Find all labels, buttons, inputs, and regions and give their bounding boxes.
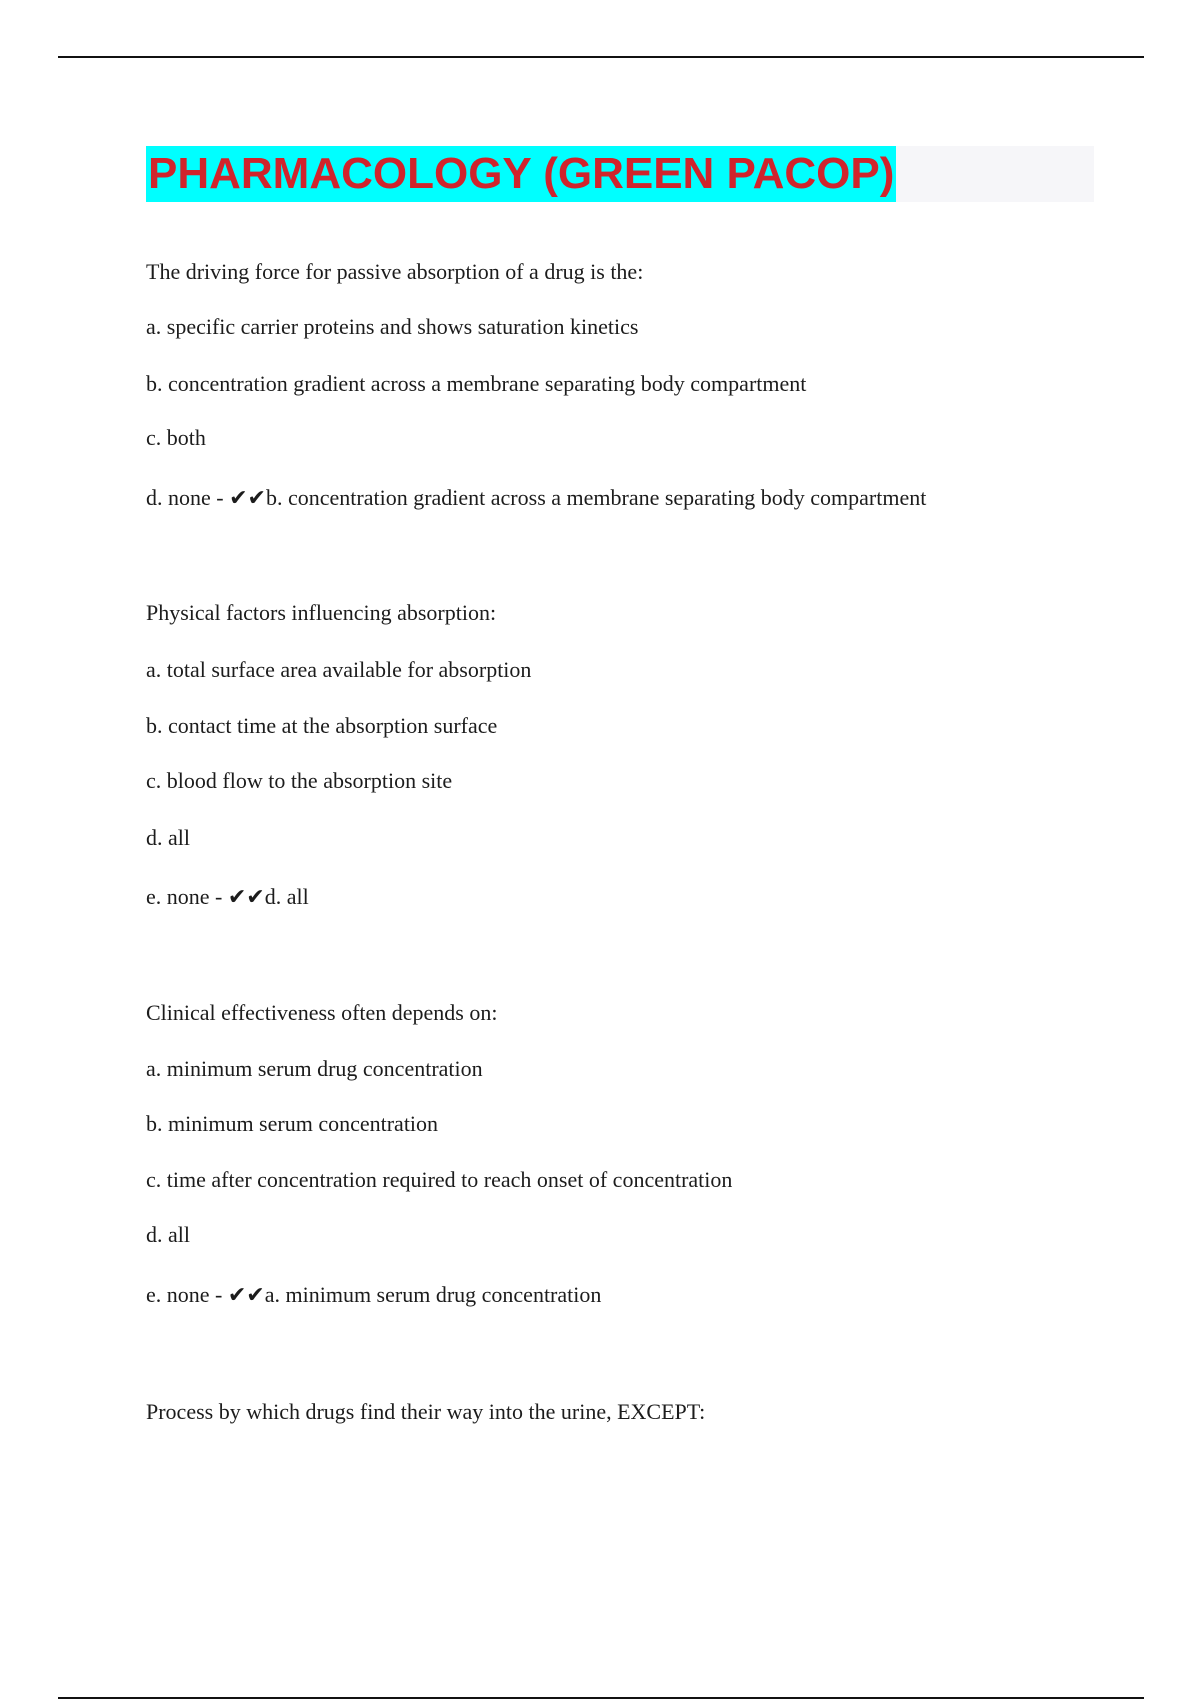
check-mark-icon: ✔✔ (227, 1283, 265, 1308)
question-2-answer: d. all (264, 884, 309, 909)
check-mark-icon: ✔✔ (227, 885, 265, 910)
page-title: PHARMACOLOGY (GREEN PACOP) (146, 146, 896, 202)
question-1-option-d: d. none - (146, 485, 230, 510)
top-rule (58, 56, 1144, 58)
question-3-answer: a. minimum serum drug concentration (264, 1282, 602, 1307)
question-2-option-a: a. total surface area available for absorption (146, 657, 532, 682)
check-mark-icon: ✔✔ (229, 486, 266, 511)
question-1-option-b: b. concentration gradient across a membrane separating body compartment (146, 371, 807, 396)
question-3-option-a: a. minimum serum drug concentration (146, 1056, 483, 1081)
question-1-stem: The driving force for passive absorption of a drug is the: (146, 259, 644, 284)
question-1-option-a: a. specific carrier proteins and shows saturation kinetics (146, 314, 639, 339)
question-2-option-c: c. blood flow to the absorption site (146, 768, 453, 793)
question-1-option-c: c. both (146, 425, 206, 450)
question-2-option-e: e. none - (146, 884, 228, 909)
question-2-answer-line (146, 883, 309, 912)
question-4-stem: Process by which drugs find their way into the urine, EXCEPT: (146, 1399, 706, 1424)
question-1-answer: b. concentration gradient across a membrane separating body compartment (265, 485, 927, 510)
question-3-option-b: b. minimum serum concentration (146, 1111, 439, 1136)
question-3-option-e: e. none - (146, 1282, 228, 1307)
question-3-option-c: c. time after concentration required to reach onset of concentration (146, 1167, 733, 1192)
question-2-stem: Physical factors influencing absorption: (146, 600, 497, 625)
question-1-answer-line (146, 484, 926, 513)
question-3-option-d: d. all (146, 1222, 190, 1247)
question-2-option-d: d. all (146, 825, 190, 850)
question-3-stem: Clinical effectiveness often depends on: (146, 1000, 498, 1025)
question-2-option-b: b. contact time at the absorption surface (146, 713, 498, 738)
bottom-rule (58, 1697, 1144, 1699)
question-3-answer-line (146, 1281, 601, 1310)
